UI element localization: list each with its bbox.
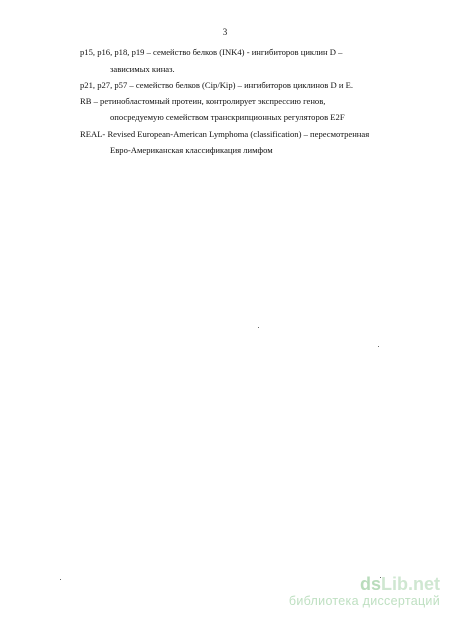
abbreviation-p15-line1: p15, p16, p18, p19 – семейство белков (INK4) - ингибиторов циклин D –: [80, 47, 343, 57]
abbreviation-real-line2: Евро-Американская классификация лимфом: [110, 145, 273, 155]
watermark-brand-part2: Lib.net: [381, 574, 440, 594]
watermark-brand: [250, 574, 440, 594]
watermark-subtitle: библиотека диссертаций: [288, 594, 440, 608]
scan-speck: [60, 579, 61, 580]
abbreviation-p15-line2: зависимых киназ.: [110, 64, 175, 74]
abbreviation-rb-line2: опосредуемую семейством транскрипционных регуляторов E2F: [110, 112, 345, 122]
abbreviation-p21-line1: p21, p27, p57 – семейство белков (Cip/Kip) – ингибиторов циклинов D и E.: [80, 80, 353, 90]
page-number: 3: [222, 27, 228, 37]
scan-speck: [258, 327, 259, 328]
abbreviation-real-line1: REAL- Revised European-American Lymphoma (classification) – пересмотренная: [80, 129, 370, 139]
abbreviation-rb-line1: RB – ретинобластомный протеин, контролирует экспрессию генов,: [80, 96, 326, 106]
watermark-brand-part1: ds: [359, 574, 381, 594]
scan-speck: [378, 346, 379, 347]
watermark-logo: [250, 574, 440, 609]
